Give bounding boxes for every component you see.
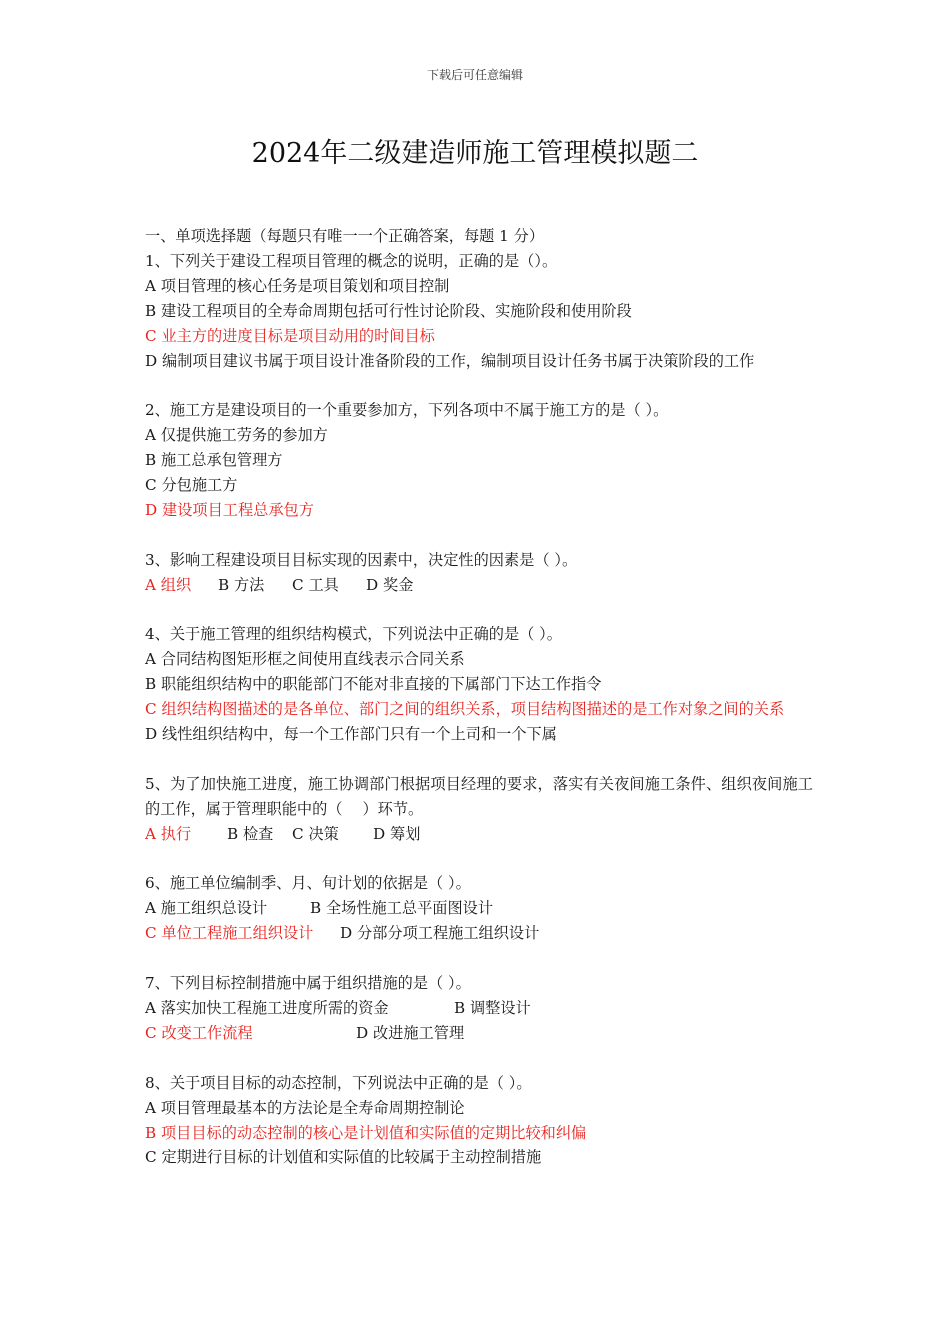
question-8-option-c: C 定期进行目标的计划值和实际值的比较属于主动控制措施 <box>145 1148 542 1167</box>
question-list <box>145 224 813 1170</box>
question-1-option-b: B 建设工程项目的全寿命周期包括可行性讨论阶段、实施阶段和使用阶段 <box>145 301 632 320</box>
question-7-options-cd <box>145 1021 813 1046</box>
document-title: 2024年二级建造师施工管理模拟题二 <box>251 138 699 169</box>
question-4-option-c-answer: C 组织结构图描述的是各单位、部门之间的组织关系，项目结构图描述的是工作对象之间的关系 <box>145 700 785 719</box>
question-1-stem: 1、下列关于建设工程项目管理的概念的说明，正确的是（）。 <box>145 251 558 270</box>
question-4-option-a: A 合同结构图矩形框之间使用直线表示合同关系 <box>145 650 465 669</box>
question-7-option-a: A 落实加快工程施工进度所需的资金 <box>145 999 389 1017</box>
question-2-option-b: B 施工总承包管理方 <box>145 451 283 470</box>
question-7-options-ab <box>145 996 813 1021</box>
section-heading: 一、单项选择题（每题只有唯一一个正确答案，每题 1 分） <box>145 227 545 245</box>
page-header-note: 下载后可任意编辑 <box>426 68 523 82</box>
question-6-option-c-answer: C 单位工程施工组织设计 <box>145 924 314 943</box>
question-3-option-a-answer: A 组织 <box>145 575 192 594</box>
question-8-option-a: A 项目管理最基本的方法论是全寿命周期控制论 <box>145 1098 465 1117</box>
question-7-option-b: B 调整设计 <box>454 999 531 1017</box>
question-6-stem: 6、施工单位编制季、月、旬计划的依据是（ ）。 <box>145 874 471 893</box>
question-2-option-a: A 仅提供施工劳务的参加方 <box>145 426 328 445</box>
question-4-option-b: B 职能组织结构中的职能部门不能对非直接的下属部门下达工作指令 <box>145 675 602 694</box>
question-2-option-c: C 分包施工方 <box>145 476 238 495</box>
question-2-option-d-answer: D 建设项目工程总承包方 <box>145 500 314 519</box>
question-1-option-a: A 项目管理的核心任务是项目策划和项目控制 <box>145 276 450 295</box>
question-8-stem: 8、关于项目目标的动态控制，下列说法中正确的是（ ）。 <box>145 1073 532 1092</box>
question-7-stem: 7、下列目标控制措施中属于组织措施的是（ ）。 <box>145 974 471 993</box>
question-5-option-a-answer: A 执行 <box>145 824 192 843</box>
question-5-options <box>145 822 813 847</box>
question-4-stem: 4、关于施工管理的组织结构模式，下列说法中正确的是（ ）。 <box>145 625 562 644</box>
question-5-option-d: D 筹划 <box>373 824 421 843</box>
question-5-stem: 5、为了加快施工进度，施工协调部门根据项目经理的要求，落实有关夜间施工条件、组织夜间施工的工作，属于管理职能中的（ ）环节。 <box>145 774 813 818</box>
question-6-options-cd <box>145 921 813 946</box>
question-1-option-d: D 编制项目建议书属于项目设计准备阶段的工作，编制项目设计任务书属于决策阶段的工作 <box>145 351 755 370</box>
question-6-options-ab <box>145 896 813 921</box>
question-5-option-b: B 检查 <box>227 824 274 843</box>
question-3-option-b: B 方法 <box>218 575 265 594</box>
question-6-option-b: B 全场性施工总平面图设计 <box>310 899 494 918</box>
question-3-option-c: C 工具 <box>292 575 339 594</box>
question-3-stem: 3、影响工程建设项目目标实现的因素中，决定性的因素是（ ）。 <box>145 550 578 569</box>
question-8-option-b-answer: B 项目目标的动态控制的核心是计划值和实际值的定期比较和纠偏 <box>145 1123 587 1142</box>
question-2-stem: 2、施工方是建设项目的一个重要参加方，下列各项中不属于施工方的是（ ）。 <box>145 401 669 420</box>
question-7-option-c-answer: C 改变工作流程 <box>145 1023 253 1042</box>
question-1-option-c-answer: C 业主方的进度目标是项目动用的时间目标 <box>145 326 435 345</box>
question-6-option-d: D 分部分项工程施工组织设计 <box>340 924 540 943</box>
question-3-option-d: D 奖金 <box>366 575 414 594</box>
question-4-option-d: D 线性组织结构中，每一个工作部门只有一个上司和一个下属 <box>145 725 557 744</box>
question-7-option-d: D 改进施工管理 <box>356 1023 465 1042</box>
question-6-option-a: A 施工组织总设计 <box>145 899 268 918</box>
question-5-option-c: C 决策 <box>292 824 339 843</box>
question-3-options <box>145 573 813 598</box>
